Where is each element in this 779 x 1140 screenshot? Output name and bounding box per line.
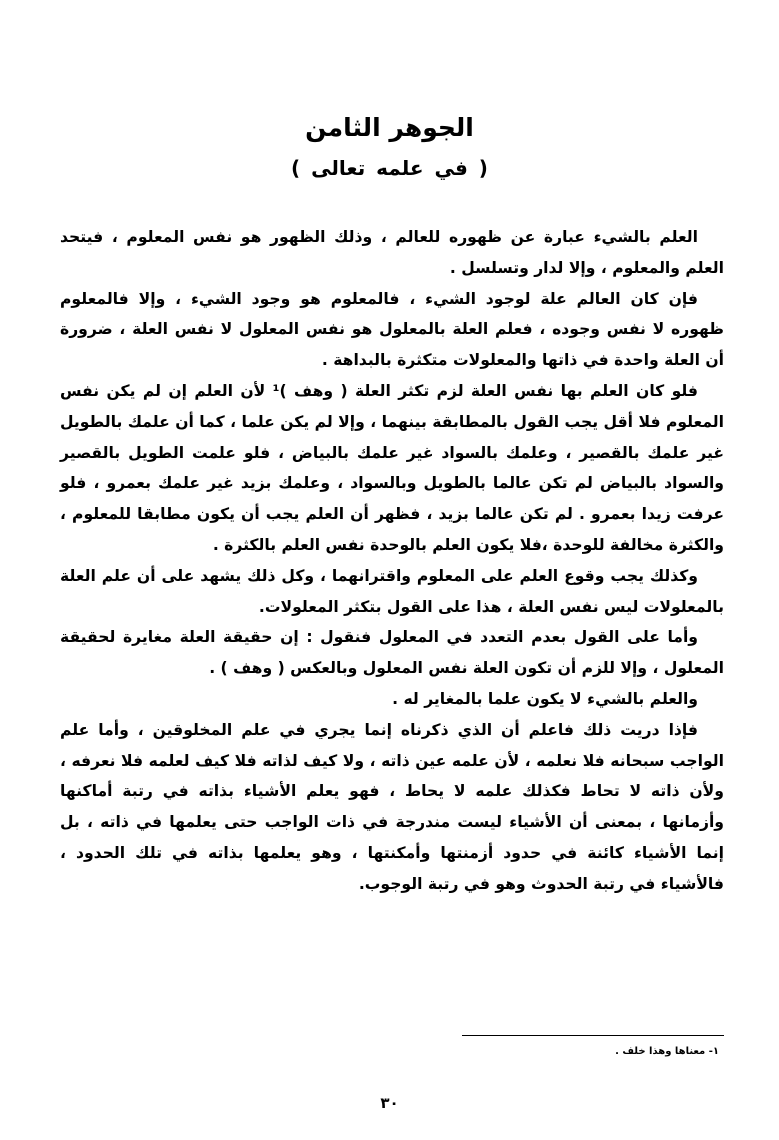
- page-number: ٣٠: [380, 1094, 399, 1112]
- chapter-subtitle: ( في علمه تعالى ): [291, 156, 488, 180]
- chapter-title: الجوهر الثامن: [305, 113, 474, 142]
- paragraph: فإذا دريت ذلك فاعلم أن الذي ذكرناه إنما يجري في علم المخلوقين ، وأما علم الواجب سبحانه فلا نعلمه ، لأن علمه عين ذاته ، ولا كيف لذاته فلا كيف لعلمه فلا نعرفه ، ولأن ذاته لا تحاط فكذلك علمه لا يحاط ، فهو يعلم الأشياء بذاته في رتبة أماكنها وأزمانها ، بمعنى أن الأشياء ليست مندرجة في ذات الواجب حتى يعلمها في ذاته ، بل إنما الأشياء كائنة في حدود أزمنتها وأمكنتها ، وهو يعلمها بذاته في تلك الحدود ، فالأشياء في رتبة الحدوث وهو في رتبة الوجوب.: [60, 720, 724, 893]
- paragraph: وأما على القول بعدم التعدد في المعلول فنقول : إن حقيقة العلة مغايرة لحقيقة المعلول ، وإلا للزم أن تكون العلة نفس المعلول وبالعكس ( وهف ) .: [60, 628, 724, 678]
- body-text: [60, 222, 724, 900]
- paragraph: العلم بالشيء عبارة عن ظهوره للعالم ، وذلك الظهور هو نفس المعلوم ، فيتحد العلم والمعلوم ، وإلا لدار وتسلسل .: [60, 228, 724, 277]
- paragraph: فإن كان العالم علة لوجود الشيء ، فالمعلوم هو وجود الشيء ، وإلا فالمعلوم ظهوره لا نفس وجوده ، فعلم العلة بالمعلول هو نفس المعلول لا نفس العلة ، ضرورة أن العلة واحدة في ذاتها والمعلولات متكثرة بالبداهة .: [60, 289, 724, 370]
- paragraph: فلو كان العلم بها نفس العلة لزم تكثر العلة ( وهف )¹ لأن العلم إن لم يكن نفس المعلوم فلا أقل يجب القول بالمطابقة بينهما ، وإلا لم يكن علما ، كما أن علمك بالطويل غير علمك بالقصير ، وعلمك بالسواد غير علمك بالبياض ، فلو علمت الطويل بالقصير والسواد بالبياض لم تكن عالما بالطويل وبالسواد ، وعلمك بزيد غير علمك بعمرو ، فلو عرفت زيدا بعمرو . لم تكن عالما بزيد ، فظهر أن العلم يجب أن يكون مطابقا للمعلوم ، والكثرة مخالفة للوحدة ،فلا يكون العلم بالوحدة نفس العلم بالكثرة .: [60, 381, 724, 554]
- footnote: ١- معناها وهذا خلف .: [615, 1046, 719, 1057]
- paragraph: والعلم بالشيء لا يكون علما بالمغاير له .: [392, 689, 698, 708]
- footnote-divider: [462, 1035, 724, 1036]
- paragraph: وكذلك يجب وقوع العلم على المعلوم واقترانهما ، وكل ذلك يشهد على أن علم العلة بالمعلولات ليس نفس العلة ، هذا على القول بتكثر المعلولات.: [60, 566, 724, 616]
